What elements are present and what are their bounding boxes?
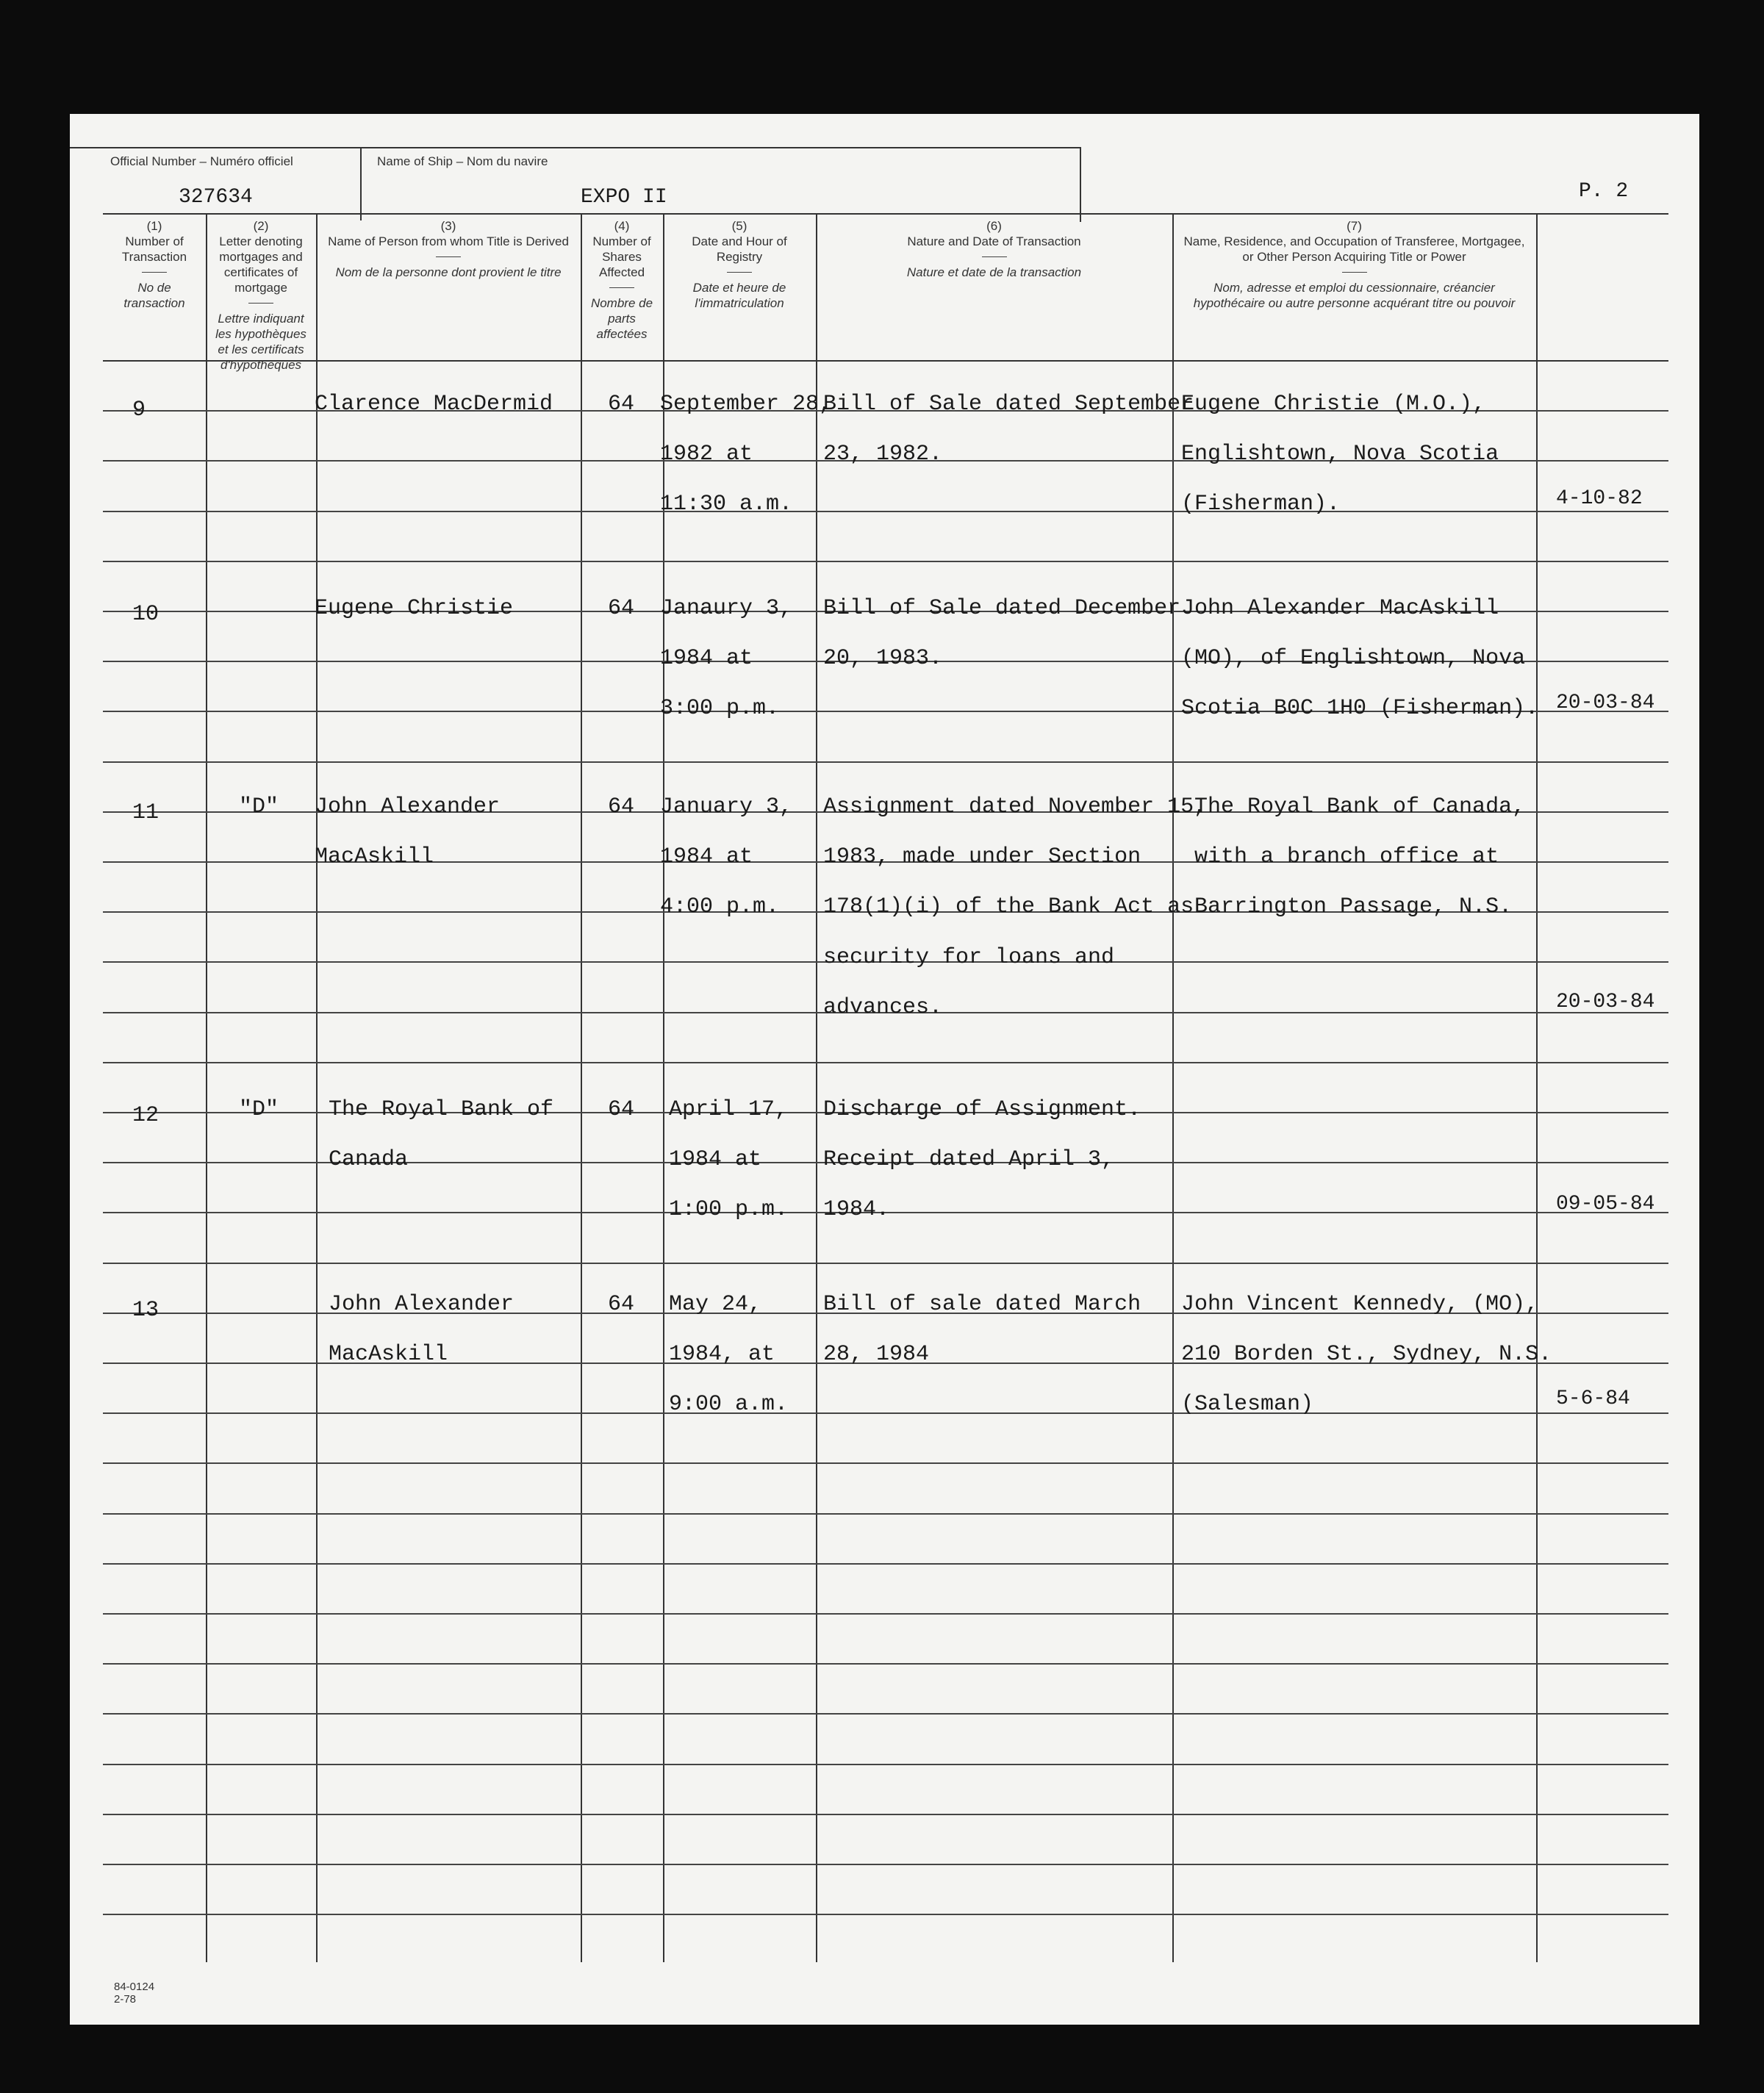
column-header <box>585 218 659 358</box>
column-number: (2) <box>253 219 269 233</box>
shares-affected: 64 <box>608 1292 635 1317</box>
ruled-line <box>103 1062 1668 1063</box>
column-header <box>320 218 576 358</box>
title-from-name: Clarence MacDermid <box>315 392 553 417</box>
transaction-nature: Bill of sale dated March <box>823 1292 1141 1317</box>
column-title-en: Date and Hour of Registry <box>692 234 787 264</box>
registry-date: September 28, <box>660 392 833 417</box>
transferee: (Salesman) <box>1181 1392 1314 1418</box>
column-title-en: Nature and Date of Transaction <box>907 234 1081 248</box>
registry-date: 1:00 p.m. <box>669 1197 789 1223</box>
page-number: P. 2 <box>1579 180 1629 203</box>
form-number-date: 2-78 <box>114 1993 137 2006</box>
transaction-nature: advances. <box>823 994 943 1020</box>
transaction-number: 13 <box>132 1298 159 1323</box>
column-divider <box>816 213 817 1962</box>
ruled-line <box>103 1563 1668 1565</box>
transaction-number: 11 <box>132 800 159 825</box>
ship-name-label: Name of Ship – Nom du navire <box>377 154 548 168</box>
column-divider-dash <box>982 256 1007 257</box>
column-divider <box>206 213 207 1962</box>
column-divider <box>1536 213 1538 1962</box>
column-number: (1) <box>146 219 162 233</box>
endorsement-date: 20-03-84 <box>1556 692 1655 715</box>
registry-date: 1982 at <box>660 442 753 467</box>
column-title-fr: Lettre indiquant les hypothèques et les certificats d'hypothèques <box>215 312 306 372</box>
ruled-line <box>103 561 1668 562</box>
column-divider <box>1172 213 1174 1962</box>
ruled-line <box>103 1613 1668 1615</box>
column-header <box>820 218 1168 358</box>
shares-affected: 64 <box>608 596 635 621</box>
transaction-nature: 178(1)(i) of the Bank Act as <box>823 894 1194 920</box>
transferee: (MO), of Englishtown, Nova <box>1181 646 1526 672</box>
ruled-line <box>103 1814 1668 1815</box>
title-from-name: Canada <box>329 1147 409 1173</box>
column-header-top <box>103 213 1668 215</box>
mortgage-letter: "D" <box>239 794 279 819</box>
endorsement-date: 09-05-84 <box>1556 1193 1655 1216</box>
title-from-name: John Alexander <box>315 794 501 819</box>
column-divider-dash <box>609 287 634 288</box>
column-header <box>1177 218 1532 358</box>
column-header-bottom <box>103 360 1668 362</box>
ruled-line <box>103 1864 1668 1865</box>
ruled-line <box>103 761 1668 763</box>
form-number-code: 84-0124 <box>114 1981 155 1993</box>
shares-affected: 64 <box>608 1097 635 1122</box>
registry-date: 9:00 a.m. <box>669 1392 789 1418</box>
column-title-fr: Nombre de parts affectées <box>590 296 653 341</box>
ruled-line <box>103 1764 1668 1765</box>
transferee: John Alexander MacAskill <box>1181 596 1499 621</box>
registry-date: Janaury 3, <box>660 596 793 621</box>
title-from-name: MacAskill <box>315 844 434 870</box>
transaction-number: 12 <box>132 1103 159 1128</box>
column-title-fr: No de transaction <box>123 281 185 310</box>
transaction-number: 10 <box>132 602 159 627</box>
transaction-nature: 23, 1982. <box>823 442 943 467</box>
column-title-en: Number of Shares Affected <box>592 234 651 279</box>
column-title-fr: Nature et date de la transaction <box>906 265 1082 279</box>
header-divider <box>360 147 362 220</box>
column-number: (3) <box>440 219 456 233</box>
column-divider-dash <box>1342 272 1367 273</box>
ruled-line <box>103 1412 1668 1414</box>
transaction-nature: Bill of Sale dated September <box>823 392 1194 417</box>
ruled-line <box>103 511 1668 512</box>
transaction-nature: 1984. <box>823 1197 890 1223</box>
registry-date: 11:30 a.m. <box>660 492 793 517</box>
column-divider <box>316 213 318 1962</box>
registry-date: January 3, <box>660 794 793 819</box>
transferee: 210 Borden St., Sydney, N.S. <box>1181 1342 1552 1368</box>
column-title-en: Name of Person from whom Title is Derived <box>328 234 569 248</box>
transferee: with a branch office at <box>1194 844 1499 870</box>
endorsement-date: 5-6-84 <box>1556 1387 1630 1411</box>
column-divider-dash <box>142 272 167 273</box>
registry-date: April 17, <box>669 1097 789 1122</box>
column-header <box>210 218 312 372</box>
ruled-line <box>103 1663 1668 1665</box>
registry-date: 1984 at <box>660 844 753 870</box>
registry-date: May 24, <box>669 1292 762 1317</box>
column-number: (6) <box>986 219 1002 233</box>
ship-name: EXPO II <box>581 186 667 209</box>
column-header <box>667 218 811 358</box>
registry-date: 1984, at <box>669 1342 775 1368</box>
transferee: The Royal Bank of Canada, <box>1194 794 1526 819</box>
transaction-nature: Assignment dated November 15, <box>823 794 1208 819</box>
registry-date: 1984 at <box>669 1147 762 1173</box>
column-title-fr: Date et heure de l'immatriculation <box>692 281 786 310</box>
transaction-nature: Discharge of Assignment. <box>823 1097 1141 1122</box>
transaction-number: 9 <box>132 398 146 423</box>
endorsement-date: 20-03-84 <box>1556 990 1655 1013</box>
column-title-en: Letter denoting mortgages and certificates of mortgage <box>219 234 303 295</box>
column-divider-dash <box>727 272 752 273</box>
column-divider <box>581 213 582 1962</box>
transaction-nature: security for loans and <box>823 944 1115 970</box>
ruled-line <box>103 1513 1668 1515</box>
official-number: 327634 <box>179 186 253 209</box>
shares-affected: 64 <box>608 392 635 417</box>
ruled-line <box>103 1914 1668 1915</box>
title-from-name: Eugene Christie <box>315 596 514 621</box>
title-from-name: The Royal Bank of <box>329 1097 554 1122</box>
official-number-label: Official Number – Numéro officiel <box>110 154 293 168</box>
transaction-nature: 20, 1983. <box>823 646 943 672</box>
column-divider-dash <box>436 256 461 257</box>
column-divider-dash <box>248 303 273 304</box>
column-title-en: Name, Residence, and Occupation of Transferee, Mortgagee, or Other Person Acquiring Title or Power <box>1183 234 1525 264</box>
shares-affected: 64 <box>608 794 635 819</box>
registry-date: 1984 at <box>660 646 753 672</box>
column-title-en: Number of Transaction <box>121 234 187 264</box>
ruled-line <box>103 1713 1668 1715</box>
column-number: (5) <box>731 219 747 233</box>
register-sheet <box>70 114 1699 2025</box>
ruled-line <box>103 1462 1668 1464</box>
column-number: (4) <box>614 219 630 233</box>
mortgage-letter: "D" <box>239 1097 279 1122</box>
title-from-name: MacAskill <box>329 1342 448 1368</box>
form-number <box>114 1981 154 2006</box>
column-title-fr: Nom de la personne dont provient le titre <box>335 265 562 279</box>
transaction-nature: 1983, made under Section <box>823 844 1141 870</box>
ruled-line <box>103 1263 1668 1264</box>
transferee: Eugene Christie (M.O.), <box>1181 392 1486 417</box>
transferee: (Fisherman). <box>1181 492 1341 517</box>
transferee: Barrington Passage, N.S. <box>1194 894 1513 920</box>
endorsement-date: 4-10-82 <box>1556 487 1643 511</box>
title-from-name: John Alexander <box>329 1292 514 1317</box>
transferee: John Vincent Kennedy, (MO), <box>1181 1292 1539 1317</box>
registry-date: 4:00 p.m. <box>660 894 780 920</box>
transaction-nature: Bill of Sale dated December <box>823 596 1181 621</box>
column-title-fr: Nom, adresse et emploi du cessionnaire, créancier hypothécaire ou autre personne acquérant titre ou pouvoir <box>1193 281 1516 310</box>
transaction-nature: 28, 1984 <box>823 1342 930 1368</box>
column-header <box>107 218 201 358</box>
registry-date: 3:00 p.m. <box>660 696 780 722</box>
transaction-nature: Receipt dated April 3, <box>823 1147 1115 1173</box>
column-divider <box>663 213 664 1962</box>
column-number: (7) <box>1347 219 1362 233</box>
transferee: Englishtown, Nova Scotia <box>1181 442 1499 467</box>
transferee: Scotia B0C 1H0 (Fisherman). <box>1181 696 1539 722</box>
